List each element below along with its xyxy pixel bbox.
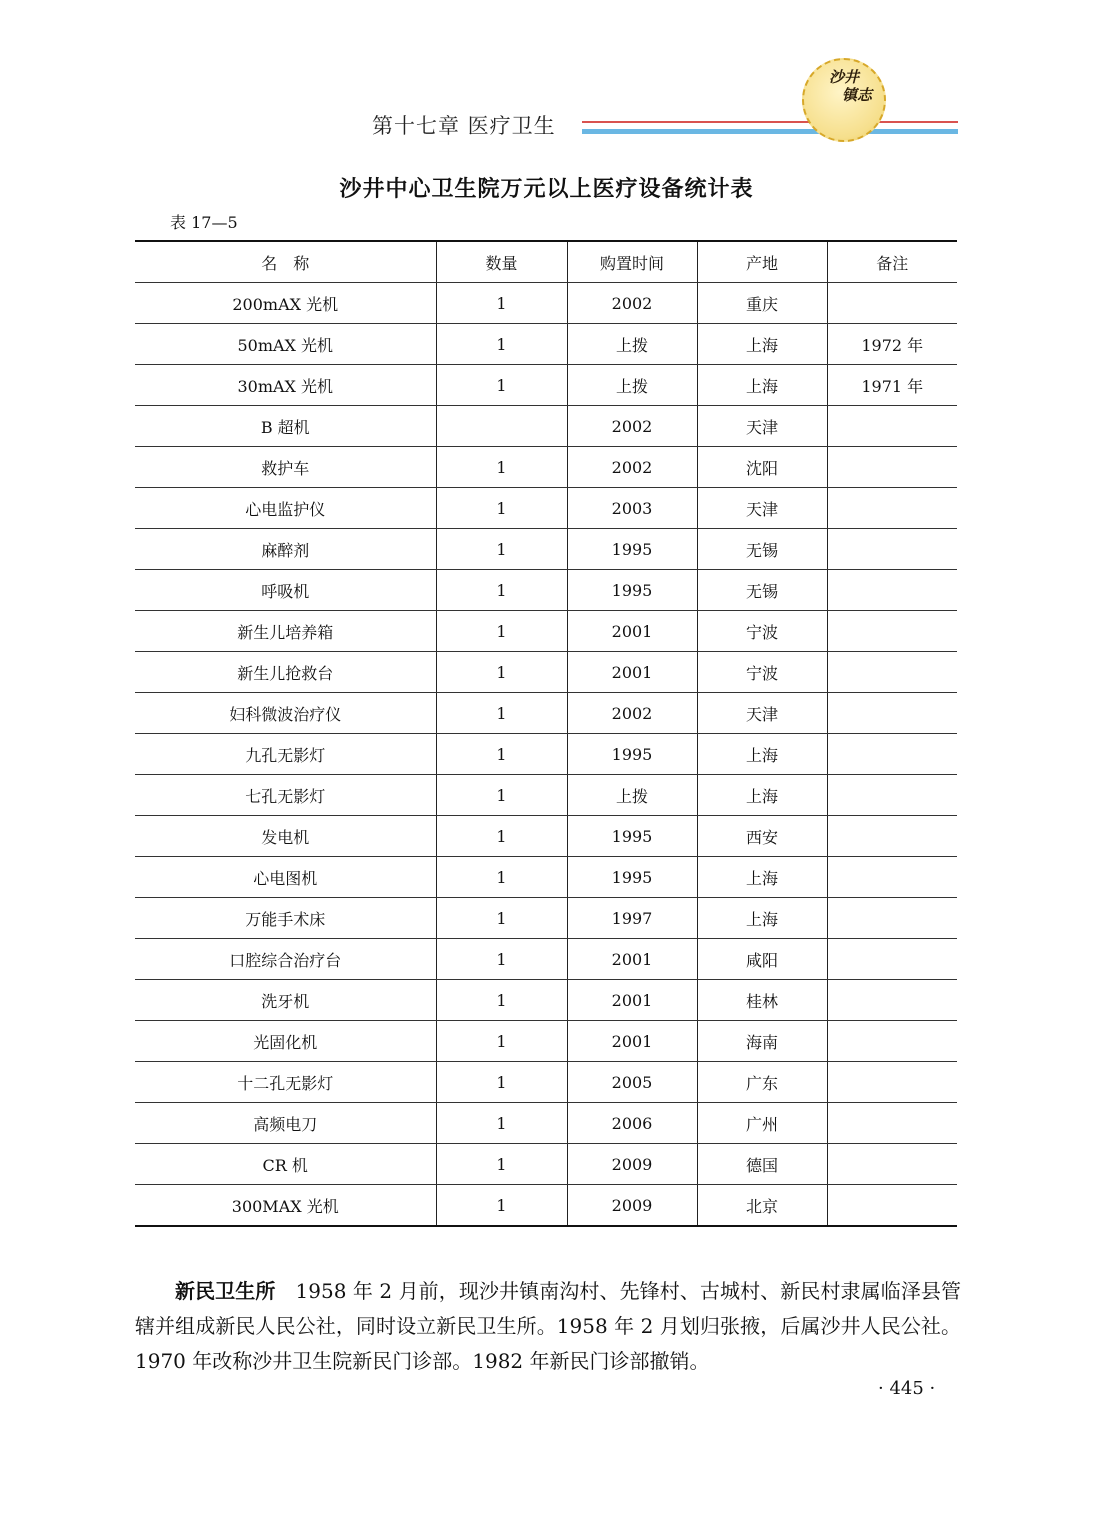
book-seal-logo [802, 58, 886, 142]
cell-remarks [827, 693, 957, 734]
cell-purchase-time: 2002 [567, 693, 697, 734]
cell-origin: 上海 [697, 324, 827, 365]
seal-text-line2: 镇志 [842, 86, 873, 104]
cell-remarks [827, 1021, 957, 1062]
table-header-row [135, 241, 957, 283]
cell-name: 妇科微波治疗仪 [135, 693, 436, 734]
cell-quantity: 1 [436, 1021, 567, 1062]
cell-remarks [827, 898, 957, 939]
table-row [135, 1103, 957, 1144]
cell-name: 万能手术床 [135, 898, 436, 939]
table-row [135, 734, 957, 775]
cell-name: CR 机 [135, 1144, 436, 1185]
cell-origin: 上海 [697, 365, 827, 406]
cell-purchase-time: 2001 [567, 980, 697, 1021]
header-quantity: 数量 [436, 241, 567, 283]
cell-origin: 海南 [697, 1021, 827, 1062]
table-row [135, 406, 957, 447]
cell-quantity: 1 [436, 1062, 567, 1103]
cell-purchase-time: 1995 [567, 529, 697, 570]
cell-quantity: 1 [436, 980, 567, 1021]
cell-purchase-time: 2001 [567, 611, 697, 652]
cell-remarks [827, 775, 957, 816]
cell-remarks [827, 1103, 957, 1144]
table-row [135, 570, 957, 611]
cell-name: 口腔综合治疗台 [135, 939, 436, 980]
cell-origin: 北京 [697, 1185, 827, 1227]
cell-origin: 桂林 [697, 980, 827, 1021]
cell-quantity: 1 [436, 939, 567, 980]
cell-origin: 宁波 [697, 652, 827, 693]
cell-quantity: 1 [436, 529, 567, 570]
cell-quantity [436, 406, 567, 447]
cell-purchase-time: 1995 [567, 570, 697, 611]
table-row [135, 980, 957, 1021]
cell-quantity: 1 [436, 652, 567, 693]
table-row [135, 775, 957, 816]
table-row [135, 447, 957, 488]
equipment-table [135, 240, 957, 1227]
cell-remarks [827, 652, 957, 693]
header-purchase-time: 购置时间 [567, 241, 697, 283]
cell-purchase-time: 1997 [567, 898, 697, 939]
cell-origin: 重庆 [697, 283, 827, 324]
cell-quantity: 1 [436, 324, 567, 365]
table-row [135, 693, 957, 734]
table-row [135, 898, 957, 939]
seal-text-line1: 沙井 [829, 68, 860, 86]
cell-remarks [827, 1144, 957, 1185]
cell-origin: 广州 [697, 1103, 827, 1144]
cell-name: 洗牙机 [135, 980, 436, 1021]
cell-purchase-time: 2003 [567, 488, 697, 529]
cell-name: 麻醉剂 [135, 529, 436, 570]
table-row [135, 857, 957, 898]
cell-quantity: 1 [436, 1185, 567, 1227]
cell-name: 新生儿培养箱 [135, 611, 436, 652]
header-rule-blue [582, 129, 958, 134]
cell-remarks: 1971 年 [827, 365, 957, 406]
cell-name: 新生儿抢救台 [135, 652, 436, 693]
table-row [135, 1021, 957, 1062]
cell-remarks [827, 283, 957, 324]
cell-name: 心电图机 [135, 857, 436, 898]
table-row [135, 1185, 957, 1227]
table-row [135, 365, 957, 406]
header-name: 名 称 [135, 241, 436, 283]
cell-name: 200mAX 光机 [135, 283, 436, 324]
cell-purchase-time: 2009 [567, 1144, 697, 1185]
table-row [135, 816, 957, 857]
cell-origin: 天津 [697, 693, 827, 734]
cell-quantity: 1 [436, 447, 567, 488]
table-number: 表 17—5 [170, 213, 238, 232]
cell-name: 救护车 [135, 447, 436, 488]
cell-origin: 天津 [697, 406, 827, 447]
cell-origin: 上海 [697, 857, 827, 898]
cell-remarks [827, 939, 957, 980]
table-row [135, 488, 957, 529]
table-row [135, 1144, 957, 1185]
cell-purchase-time: 2005 [567, 1062, 697, 1103]
cell-purchase-time: 2002 [567, 406, 697, 447]
cell-quantity: 1 [436, 693, 567, 734]
cell-remarks [827, 980, 957, 1021]
cell-remarks: 1972 年 [827, 324, 957, 365]
cell-origin: 宁波 [697, 611, 827, 652]
cell-quantity: 1 [436, 611, 567, 652]
cell-remarks [827, 857, 957, 898]
xinmin-clinic-paragraph [135, 1274, 961, 1379]
cell-name: 十二孔无影灯 [135, 1062, 436, 1103]
cell-name: 光固化机 [135, 1021, 436, 1062]
paragraph-lead: 新民卫生所 [175, 1279, 276, 1303]
cell-quantity: 1 [436, 734, 567, 775]
cell-purchase-time: 上拨 [567, 324, 697, 365]
table-row [135, 611, 957, 652]
cell-remarks [827, 406, 957, 447]
table-row [135, 1062, 957, 1103]
cell-purchase-time: 1995 [567, 857, 697, 898]
cell-purchase-time: 2006 [567, 1103, 697, 1144]
cell-origin: 广东 [697, 1062, 827, 1103]
chapter-header: 第十七章 医疗卫生 [372, 114, 556, 138]
cell-remarks [827, 447, 957, 488]
table-row [135, 283, 957, 324]
cell-name: 高频电刀 [135, 1103, 436, 1144]
cell-purchase-time: 2002 [567, 283, 697, 324]
cell-purchase-time: 1995 [567, 816, 697, 857]
header-rule-red [582, 121, 958, 123]
table-row [135, 324, 957, 365]
cell-quantity: 1 [436, 488, 567, 529]
cell-name: 50mAX 光机 [135, 324, 436, 365]
cell-remarks [827, 1185, 957, 1227]
cell-name: 300MAX 光机 [135, 1185, 436, 1227]
cell-quantity: 1 [436, 775, 567, 816]
cell-remarks [827, 570, 957, 611]
cell-quantity: 1 [436, 857, 567, 898]
cell-name: 呼吸机 [135, 570, 436, 611]
cell-quantity: 1 [436, 283, 567, 324]
cell-name: 九孔无影灯 [135, 734, 436, 775]
cell-origin: 上海 [697, 898, 827, 939]
cell-name: 发电机 [135, 816, 436, 857]
table-body [135, 283, 957, 1227]
page-number: · 445 · [878, 1378, 936, 1399]
cell-remarks [827, 1062, 957, 1103]
cell-origin: 咸阳 [697, 939, 827, 980]
cell-purchase-time: 2001 [567, 939, 697, 980]
cell-origin: 沈阳 [697, 447, 827, 488]
cell-name: 七孔无影灯 [135, 775, 436, 816]
cell-origin: 无锡 [697, 529, 827, 570]
cell-quantity: 1 [436, 898, 567, 939]
table-row [135, 652, 957, 693]
cell-origin: 上海 [697, 775, 827, 816]
paragraph-body: 1958 年 2 月前，现沙井镇南沟村、先锋村、古城村、新民村隶属临泽县管辖并组成新民人民公社，同时设立新民卫生所。1958 年 2 月划归张掖，后属沙井人民公社。1970 年改称沙井卫生院新民门诊部。1982 年新民门诊部撤销。 [135, 1279, 961, 1373]
table-title: 沙井中心卫生院万元以上医疗设备统计表 [339, 177, 754, 202]
cell-origin: 天津 [697, 488, 827, 529]
cell-quantity: 1 [436, 816, 567, 857]
header-remarks: 备注 [827, 241, 957, 283]
cell-quantity: 1 [436, 1103, 567, 1144]
cell-purchase-time: 2009 [567, 1185, 697, 1227]
cell-name: 心电监护仪 [135, 488, 436, 529]
cell-origin: 西安 [697, 816, 827, 857]
cell-quantity: 1 [436, 365, 567, 406]
cell-remarks [827, 488, 957, 529]
cell-name: B 超机 [135, 406, 436, 447]
cell-origin: 无锡 [697, 570, 827, 611]
cell-purchase-time: 2002 [567, 447, 697, 488]
cell-purchase-time: 2001 [567, 652, 697, 693]
cell-remarks [827, 734, 957, 775]
table-row [135, 939, 957, 980]
header-origin: 产地 [697, 241, 827, 283]
cell-name: 30mAX 光机 [135, 365, 436, 406]
cell-remarks [827, 611, 957, 652]
cell-purchase-time: 上拨 [567, 775, 697, 816]
cell-quantity: 1 [436, 1144, 567, 1185]
cell-remarks [827, 816, 957, 857]
cell-quantity: 1 [436, 570, 567, 611]
cell-remarks [827, 529, 957, 570]
cell-purchase-time: 上拨 [567, 365, 697, 406]
table-row [135, 529, 957, 570]
cell-origin: 德国 [697, 1144, 827, 1185]
cell-origin: 上海 [697, 734, 827, 775]
cell-purchase-time: 2001 [567, 1021, 697, 1062]
cell-purchase-time: 1995 [567, 734, 697, 775]
